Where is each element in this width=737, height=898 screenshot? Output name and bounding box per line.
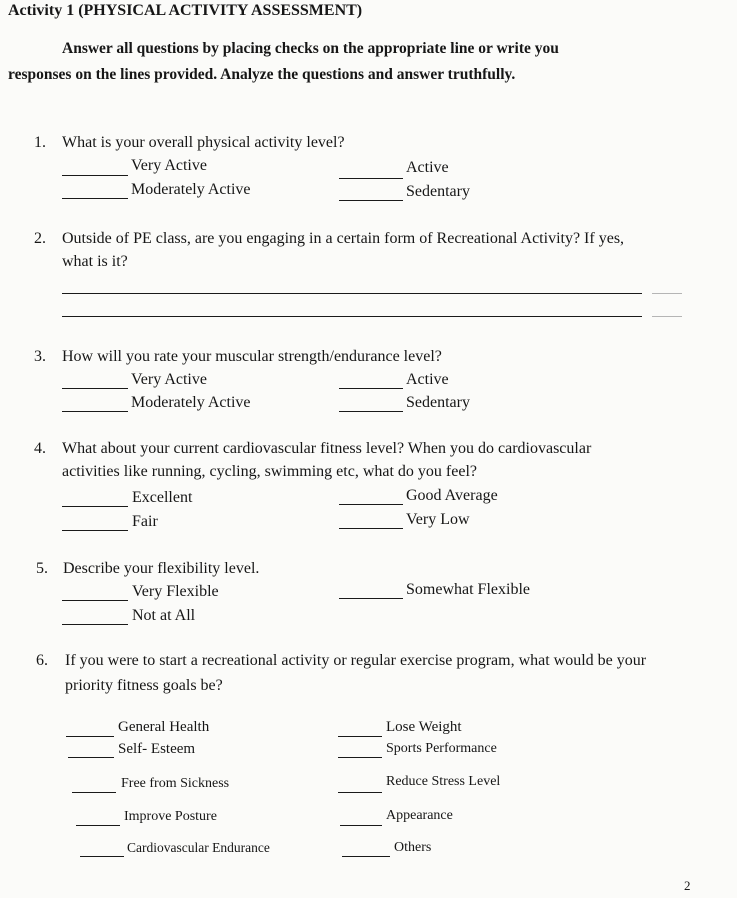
q6-lose-weight-blank[interactable]	[338, 736, 382, 737]
q4-fair-blank[interactable]	[62, 530, 128, 531]
q1-option-active: Active	[406, 159, 449, 176]
question-5-text: Describe your flexibility level.	[63, 560, 260, 577]
q6-option-reduce-stress-level: Reduce Stress Level	[386, 774, 501, 789]
q1-active-blank[interactable]	[339, 178, 403, 179]
q1-option-very-active: Very Active	[131, 157, 207, 174]
q3-moderately-active-blank[interactable]	[62, 411, 128, 412]
q6-general-health-blank[interactable]	[66, 736, 114, 737]
q6-self-esteem-blank[interactable]	[68, 757, 114, 758]
q2-answer-line-2-faded	[652, 316, 682, 317]
q3-option-very-active: Very Active	[131, 371, 207, 388]
q4-option-excellent: Excellent	[132, 489, 193, 506]
q4-excellent-blank[interactable]	[62, 506, 128, 507]
q6-option-lose-weight: Lose Weight	[386, 719, 462, 735]
page-title: Activity 1 (PHYSICAL ACTIVITY ASSESSMENT)	[8, 2, 363, 19]
q4-option-fair: Fair	[132, 513, 158, 530]
q6-free-from-sickness-blank[interactable]	[72, 792, 116, 793]
question-6-text-line-2: priority fitness goals be?	[65, 677, 223, 694]
q2-answer-line-2[interactable]	[62, 316, 642, 317]
q1-sedentary-blank[interactable]	[339, 200, 403, 201]
q5-option-somewhat-flexible: Somewhat Flexible	[406, 581, 530, 598]
q6-sports-performance-blank[interactable]	[338, 757, 382, 758]
question-4-text-line-2: activities like running, cycling, swimming etc, what do you feel?	[62, 463, 478, 480]
q6-option-appearance: Appearance	[386, 808, 453, 823]
q3-very-active-blank[interactable]	[62, 388, 128, 389]
question-3-text: How will you rate your muscular strength/endurance level?	[62, 348, 442, 365]
q4-option-very-low: Very Low	[406, 511, 470, 528]
q6-option-cardiovascular-endurance: Cardiovascular Endurance	[127, 840, 270, 855]
q1-option-moderately-active: Moderately Active	[131, 181, 251, 198]
q4-option-good-average: Good Average	[406, 487, 498, 504]
q1-very-active-blank[interactable]	[62, 175, 128, 176]
q6-option-general-health: General Health	[118, 719, 210, 735]
question-1-number: 1.	[34, 134, 46, 151]
question-2-number: 2.	[34, 230, 46, 247]
question-1-text: What is your overall physical activity level?	[62, 134, 345, 151]
q5-very-flexible-blank[interactable]	[62, 600, 128, 601]
question-6-number: 6.	[36, 652, 48, 669]
q4-very-low-blank[interactable]	[339, 528, 403, 529]
q6-others-blank[interactable]	[342, 856, 390, 857]
question-2-text-line-1: Outside of PE class, are you engaging in a certain form of Recreational Activity? If yes,	[62, 230, 625, 247]
q5-somewhat-flexible-blank[interactable]	[339, 598, 403, 599]
q5-not-at-all-blank[interactable]	[62, 624, 128, 625]
q1-option-sedentary: Sedentary	[406, 183, 470, 200]
q4-good-average-blank[interactable]	[339, 504, 403, 505]
q5-option-not-at-all: Not at All	[132, 607, 196, 624]
question-6-text-line-1: If you were to start a recreational activity or regular exercise program, what would be your	[65, 652, 647, 669]
instructions-line-2: responses on the lines provided. Analyze the questions and answer truthfully.	[8, 66, 516, 83]
q3-sedentary-blank[interactable]	[339, 411, 403, 412]
q3-option-active: Active	[406, 371, 449, 388]
q6-cardiovascular-endurance-blank[interactable]	[80, 856, 124, 857]
q6-option-others: Others	[394, 840, 432, 855]
question-5-number: 5.	[36, 560, 48, 577]
q2-answer-line-1-faded	[652, 293, 682, 294]
q6-option-sports-performance: Sports Performance	[386, 741, 497, 756]
q3-option-moderately-active: Moderately Active	[131, 394, 251, 411]
question-3-number: 3.	[34, 348, 46, 365]
q6-option-improve-posture: Improve Posture	[124, 809, 217, 824]
q2-answer-line-1[interactable]	[62, 293, 642, 294]
q6-reduce-stress-level-blank[interactable]	[338, 792, 382, 793]
page-number: 2	[684, 878, 691, 893]
question-4-text-line-1: What about your current cardiovascular fitness level? When you do cardiovascular	[62, 440, 592, 457]
q3-option-sedentary: Sedentary	[406, 394, 470, 411]
question-2-text-line-2: what is it?	[62, 253, 128, 270]
q6-option-free-from-sickness: Free from Sickness	[121, 776, 230, 791]
question-4-number: 4.	[34, 440, 46, 457]
q6-improve-posture-blank[interactable]	[76, 825, 120, 826]
instructions-line-1: Answer all questions by placing checks on the appropriate line or write you	[62, 40, 559, 57]
q6-appearance-blank[interactable]	[340, 825, 382, 826]
q1-moderately-active-blank[interactable]	[62, 198, 128, 199]
q6-option-self-esteem: Self- Esteem	[118, 741, 196, 757]
q3-active-blank[interactable]	[339, 388, 403, 389]
q5-option-very-flexible: Very Flexible	[132, 583, 219, 600]
